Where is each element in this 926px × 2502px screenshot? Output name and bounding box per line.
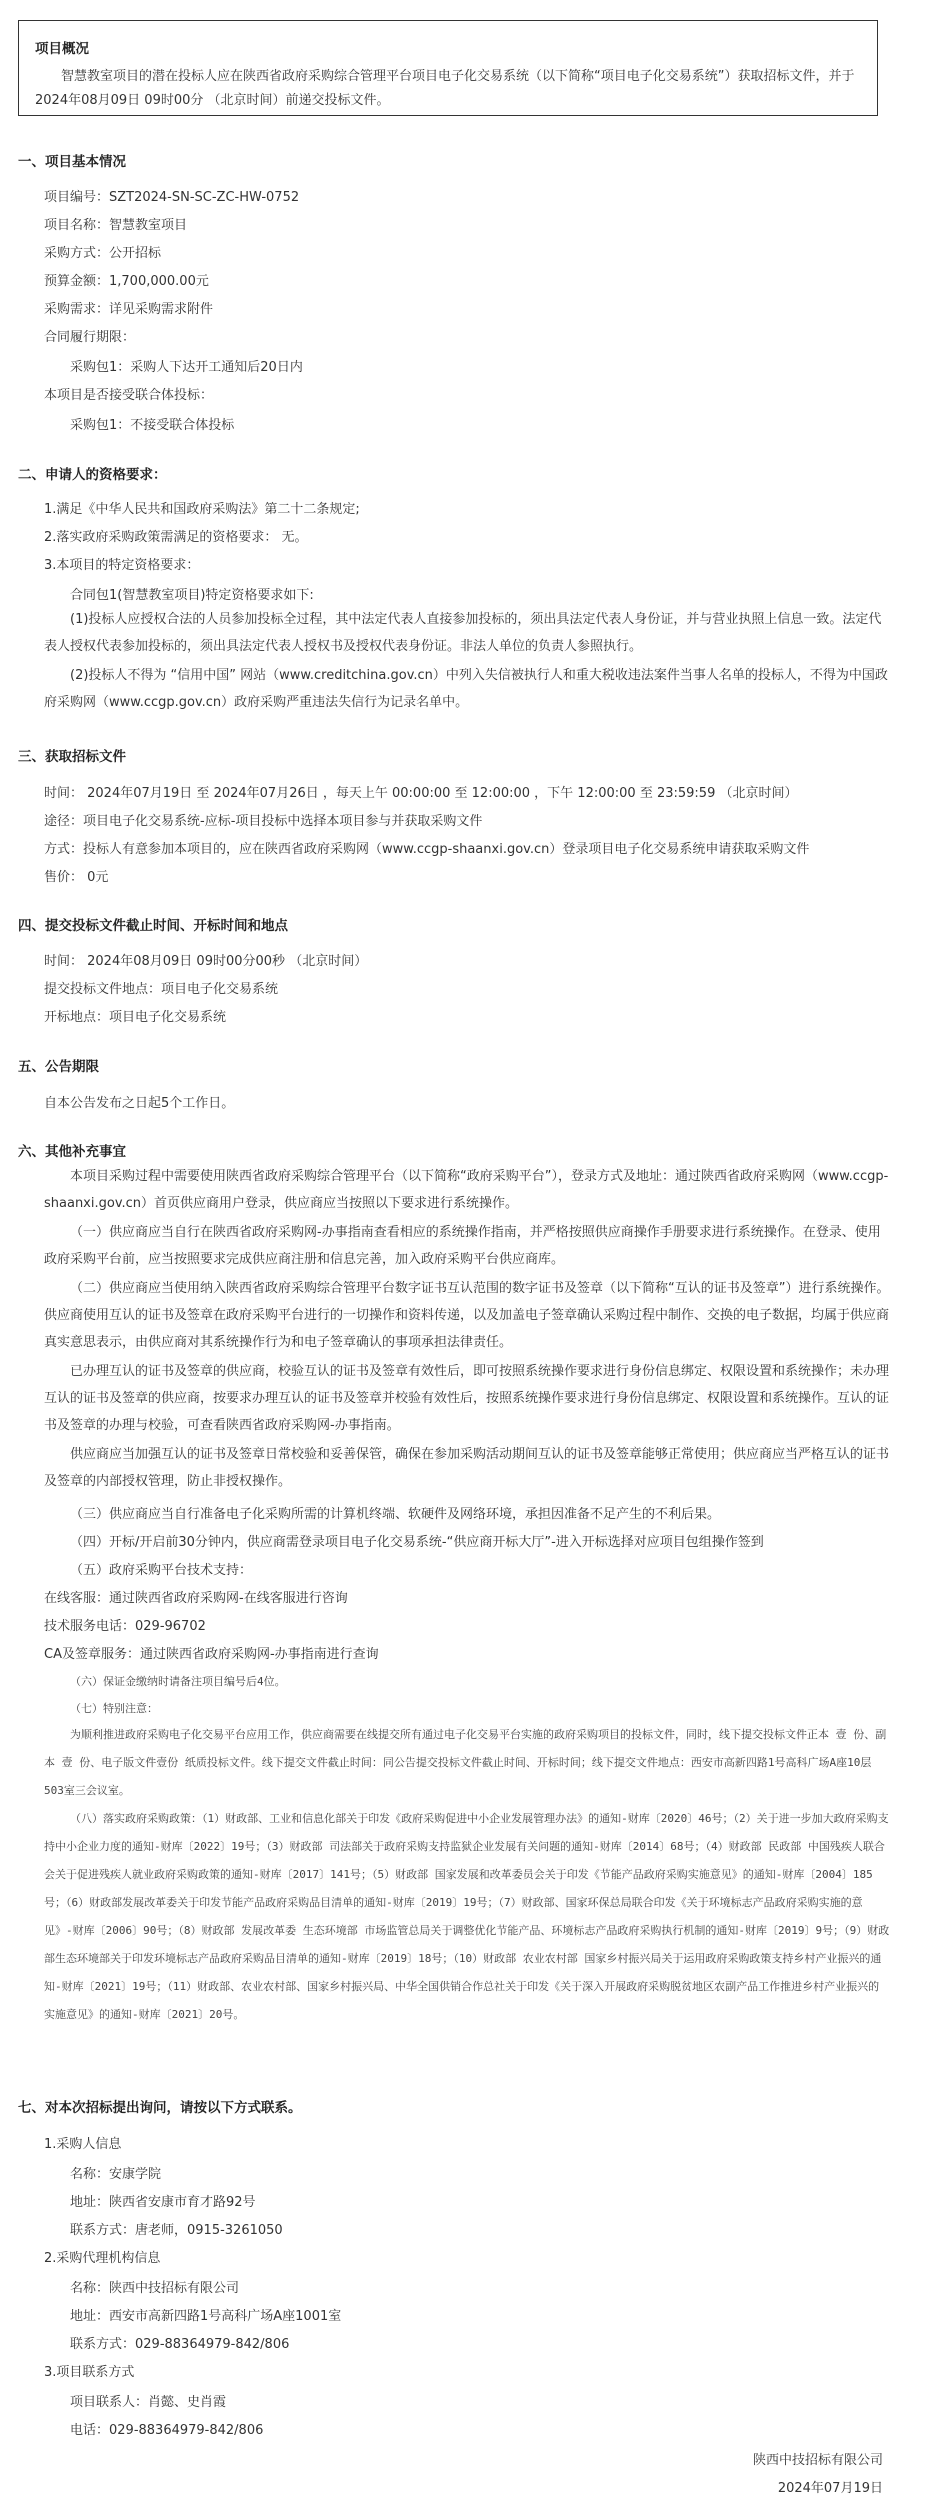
signature-date: 2024年07月19日 (777, 2481, 883, 2496)
technical-support-label: （五）政府采购平台技术支持： (70, 1563, 253, 1578)
project-number: 项目编号：SZT2024-SN-SC-ZC-HW-0752 (44, 190, 300, 205)
platform-usage-paragraph: 本项目采购过程中需要使用陕西省政府采购综合管理平台（以下简称“政府采购平台”），登录方式及地址：通过陕西省政府采购网（www.ccgp-shaanxi.gov.cn）首页供应商用户登录，供应商应当按照以下要求进行系统操作。 (44, 1169, 889, 1211)
procurement-method: 采购方式：公开招标 (44, 246, 162, 261)
package-qualification-label: 合同包1(智慧教室项目)特定资格要求如下: (70, 588, 314, 603)
policy-paragraph: （八）落实政府采购政策：（1）财政部、工业和信息化部关于印发《政府采购促进中小企业发展管理办法》的通知-财库〔2020〕46号；（2）关于进一步加大政府采购支持中小企业力度的通知-财库〔2022〕19号；（3）财政部 司法部关于政府采购支持监狱企业发展有关问题的通知-财库〔2014〕68号；（4）财政部 民政部 中国残疾人联合会关于促进残疾人就业政府采购政策的通知-财库〔2017〕141号；（5）财政部 国家发展和改革委员会关于印发《节能产品政府采购实施意见》的通知-财库〔2004〕185号；（6）财政部发展改革委关于印发节能产品政府采购品目清单的通知-财库〔2019〕19号；（7）财政部、国家环保总局联合印发《关于环境标志产品政府采购实施的意见》-财库〔2006〕90号；（8）财政部 发展改革委 生态环境部 市场监管总局关于调整优化节能产品、环境标志产品政府采购执行机制的通知-财库〔2019〕9号；（9）财政部生态环境部关于印发环境标志产品政府采购品目清单的通知-财库〔2019〕18号；（10）财政部 农业农村部 国家乡村振兴局关于运用政府采购政策支持乡村产业振兴的通知-财库〔2021〕19号；（11）财政部、农业农村部、国家乡村振兴局、中华全国供销合作总社关于印发《关于深入开展政府采购脱贫地区农副产品工作推进乡村产业振兴的实施意见》的通知-财库〔2021〕20号。 (44, 1812, 890, 2021)
price: 售价： 0元 (44, 870, 109, 885)
joint-bid-label: 本项目是否接受联合体投标： (44, 388, 214, 403)
supplier-guide-paragraph: （一）供应商应当自行在陕西省政府采购网-办事指南查看相应的系统操作指南，并严格按照供应商操作手册要求进行系统操作。在登录、使用政府采购平台前，应当按照要求完成供应商注册和信息完善，加入政府采购平台供应商库。 (44, 1225, 881, 1267)
certificate-paragraph: （二）供应商应当使用纳入陕西省政府采购综合管理平台数字证书互认范围的数字证书及签章（以下简称“互认的证书及签章”）进行系统操作。供应商使用互认的证书及签章在政府采购平台进行的一切操作和资料传递，以及加盖电子签章确认采购过程中制作、交换的电子数据，均属于供应商真实意思表示，由供应商对其系统操作行为和电子签章确认的事项承担法律责任。 (44, 1281, 890, 1350)
contract-period-label: 合同履行期限： (44, 330, 136, 345)
project-contact-heading: 3.项目联系方式 (44, 2365, 135, 2380)
qualification-paragraph-1: (1)投标人应授权合法的人员参加投标全过程，其中法定代表人直接参加投标的，须出具法定代表人身份证，并与营业执照上信息一致。法定代表人授权代表参加投标的，须出具法定代表人授权书及授权代表身份证。非法人单位的负责人参照执行。 (44, 612, 882, 654)
contract-period-value: 采购包1：采购人下达开工通知后20日内 (70, 360, 303, 375)
purchaser-contact: 联系方式：唐老师，0915-3261050 (70, 2223, 283, 2238)
agency-name: 名称：陕西中技招标有限公司 (70, 2281, 240, 2296)
section-2-title: 二、申请人的资格要求： (18, 467, 167, 483)
section-4-title: 四、提交投标文件截止时间、开标时间和地点 (18, 918, 288, 934)
certificate-maintenance-paragraph: 供应商应当加强互认的证书及签章日常校验和妥善保管，确保在参加采购活动期间互认的证书及签章能够正常使用；供应商应当严格互认的证书及签章的内部授权管理，防止非授权操作。 (44, 1447, 890, 1489)
qualification-paragraph-2: (2)投标人不得为 “信用中国” 网站（www.creditchina.gov.cn）中列入失信被执行人和重大税收违法案件当事人名单的投标人，不得为中国政府采购网（www.ccgp.gov.cn）政府采购严重违法失信行为记录名单中。 (44, 668, 888, 710)
purchaser-name: 名称：安康学院 (70, 2167, 162, 2182)
notice-period: 自本公告发布之日起5个工作日。 (44, 1096, 235, 1111)
equipment-preparation: （三）供应商应当自行准备电子化采购所需的计算机终端、软硬件及网络环境，承担因准备不足产生的不利后果。 (70, 1507, 721, 1522)
section-3-title: 三、获取招标文件 (18, 749, 126, 765)
opening-location: 开标地点：项目电子化交易系统 (44, 1010, 227, 1025)
qualification-3: 3.本项目的特定资格要求： (44, 558, 200, 573)
signature-organization: 陕西中技招标有限公司 (752, 2453, 883, 2468)
obtain-time: 时间： 2024年07月19日 至 2024年07月26日 ，每天上午 00:00:00 至 12:00:00 ，下午 12:00:00 至 23:59:59 （北京时间） (44, 786, 798, 801)
procurement-requirements: 采购需求：详见采购需求附件 (44, 302, 214, 317)
project-name: 项目名称：智慧教室项目 (44, 218, 188, 233)
agency-address: 地址：西安市高新四路1号高科广场A座1001室 (70, 2309, 342, 2324)
section-7-title: 七、对本次招标提出询问，请按以下方式联系。 (18, 2100, 302, 2116)
qualification-2: 2.落实政府采购政策需满足的资格要求： 无。 (44, 530, 308, 545)
section-1-title: 一、项目基本情况 (18, 154, 126, 170)
online-service: 在线客服：通过陕西省政府采购网-在线客服进行咨询 (44, 1591, 348, 1606)
special-note-paragraph: 为顺利推进政府采购电子化交易平台应用工作，供应商需要在线提交所有通过电子化交易平台实施的政府采购项目的投标文件，同时，线下提交投标文件正本 壹 份、副本 壹 份、电子版文件壹份 纸质投标文件。线下提交文件截止时间：同公告提交投标文件截止时间、开标时间；线下提交文件地点：西安市高新四路1号高科广场A座10层503室三会议室。 (44, 1728, 887, 1797)
qualification-1: 1.满足《中华人民共和国政府采购法》第二十二条规定; (44, 502, 360, 517)
joint-bid-value: 采购包1：不接受联合体投标 (70, 418, 235, 433)
agency-heading: 2.采购代理机构信息 (44, 2251, 161, 2266)
ca-service: CA及签章服务：通过陕西省政府采购网-办事指南进行查询 (44, 1647, 379, 1662)
special-note-label: （七）特别注意： (70, 1702, 158, 1715)
obtain-channel: 途径：项目电子化交易系统-应标-项目投标中选择本项目参与并获取采购文件 (44, 814, 483, 829)
opening-check-in: （四）开标/开启前30分钟内，供应商需登录项目电子化交易系统-“供应商开标大厅”-进入开标选择对应项目包组操作签到 (70, 1535, 764, 1550)
project-contact-person: 项目联系人：肖懿、史肖霞 (70, 2395, 227, 2410)
submission-location: 提交投标文件地点：项目电子化交易系统 (44, 982, 279, 997)
overview-title: 项目概况 (35, 41, 89, 57)
overview-text: 智慧教室项目的潜在投标人应在陕西省政府采购综合管理平台项目电子化交易系统（以下简称“项目电子化交易系统”）获取招标文件，并于 2024年08月09日 09时00分 （北京时间）前递交投标文件。 (35, 69, 855, 108)
deposit-note: （六）保证金缴纳时请备注项目编号后4位。 (70, 1675, 286, 1688)
deadline-time: 时间： 2024年08月09日 09时00分00秒 （北京时间） (44, 954, 368, 969)
purchaser-heading: 1.采购人信息 (44, 2137, 122, 2152)
section-6-title: 六、其他补充事宜 (18, 1144, 126, 1160)
agency-contact: 联系方式：029-88364979-842/806 (70, 2337, 290, 2352)
project-overview-box (18, 20, 878, 116)
project-contact-phone: 电话：029-88364979-842/806 (70, 2423, 264, 2438)
section-5-title: 五、公告期限 (18, 1059, 99, 1075)
purchaser-address: 地址：陕西省安康市育才路92号 (70, 2195, 256, 2210)
budget-amount: 预算金额：1,700,000.00元 (44, 274, 209, 289)
obtain-method: 方式：投标人有意参加本项目的，应在陕西省政府采购网（www.ccgp-shaanxi.gov.cn）登录项目电子化交易系统申请获取采购文件 (44, 842, 810, 857)
certificate-setup-paragraph: 已办理互认的证书及签章的供应商，校验互认的证书及签章有效性后，即可按照系统操作要求进行身份信息绑定、权限设置和系统操作；未办理互认的证书及签章的供应商，按要求办理互认的证书及签章并校验有效性后，按照系统操作要求进行身份信息绑定、权限设置和系统操作。互认的证书及签章的办理与校验，可查看陕西省政府采购网-办事指南。 (44, 1364, 890, 1433)
tech-phone: 技术服务电话：029-96702 (44, 1619, 206, 1634)
